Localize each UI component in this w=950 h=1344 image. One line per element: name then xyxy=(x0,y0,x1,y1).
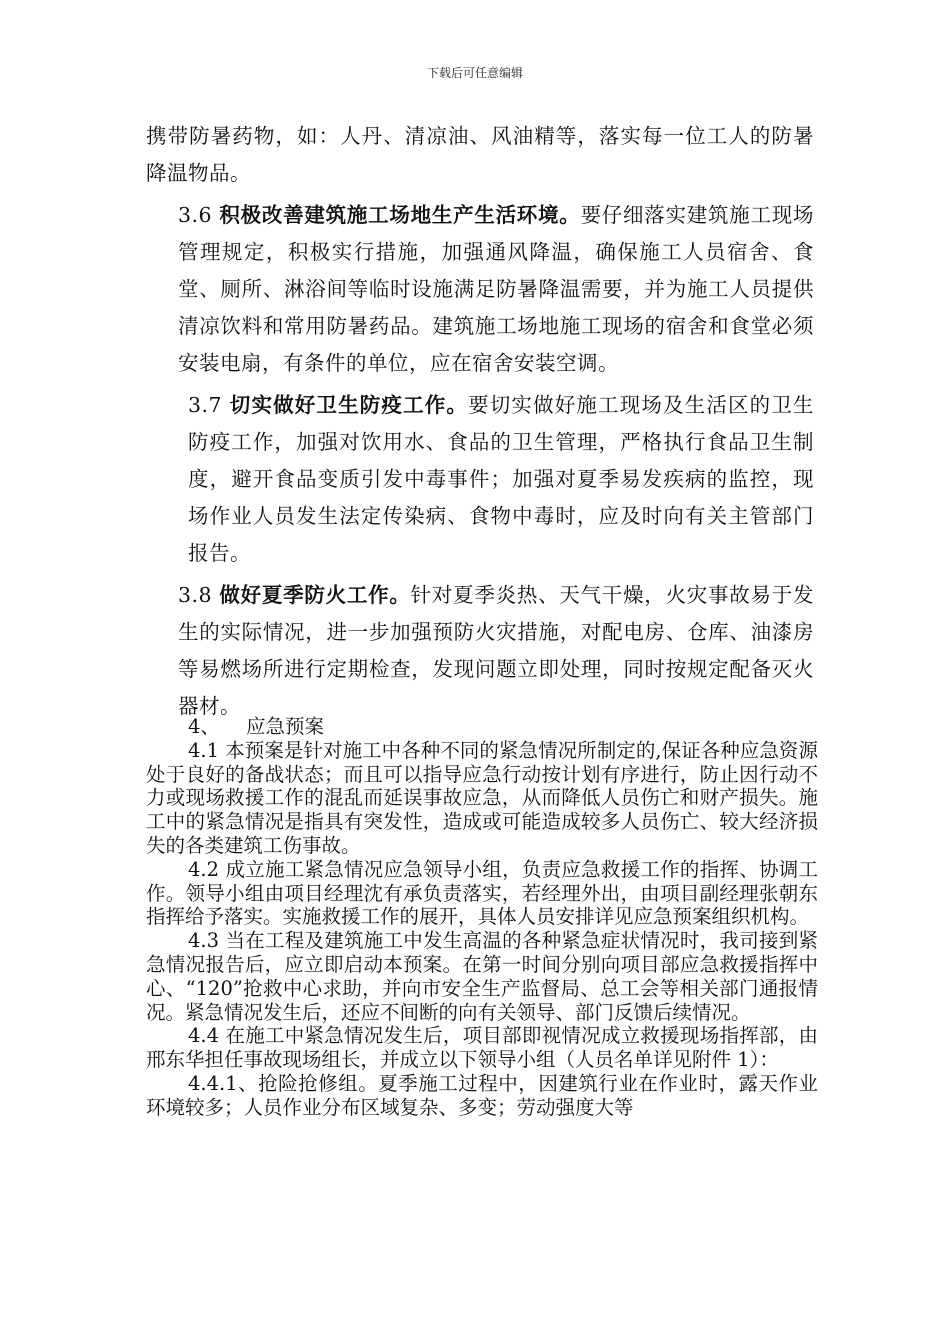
page-header: 下载后可任意编辑 xyxy=(426,66,523,80)
paragraph-4-2: 4.2 成立施工紧急情况应急领导小组，负责应急救援工作的指挥、协调工作。领导小组由项目经理沈有承负责落实，若经理外出，由项目副经理张朝东指挥给予落实。实施救援工作的展开，具体人员安排详见应急预案组织机构。 xyxy=(146,857,818,929)
paragraph-title: 积极改善建筑施工场地生产生活环境。 xyxy=(219,203,581,227)
paragraph-title: 做好夏季防火工作。 xyxy=(219,583,411,607)
paragraph-4-4-1: 4.4.1、抢险抢修组。夏季施工过程中，因建筑行业在作业时，露天作业环境较多；人员作业分布区域复杂、多变；劳动强度大等 xyxy=(146,1071,818,1119)
document-body-section-4 xyxy=(146,715,818,1120)
document-body-top xyxy=(146,118,814,730)
section-number: 4、 xyxy=(188,715,220,738)
paragraph-3-7 xyxy=(146,387,814,572)
section-title: 应急预案 xyxy=(246,715,325,738)
paragraph-number: 3.7 xyxy=(188,393,230,417)
paragraph-number: 3.6 xyxy=(178,203,220,227)
paragraph-text: 针对夏季炎热、天气干燥，火灾事故易于发生的实际情况，进一步加强预防火灾措施，对配电房、仓库、油漆房等易燃场所进行定期检查，发现问题立即处理，同时按规定配备灭火器材。 xyxy=(178,583,815,718)
paragraph-text: 要仔细落实建筑施工现场管理规定，积极实行措施，加强通风降温，确保施工人员宿舍、食堂、厕所、淋浴间等临时设施满足防暑降温需要，并为施工人员提供清凉饮料和常用防暑药品。建筑施工场地施工现场的宿舍和食堂必须安装电扇，有条件的单位，应在宿舍安装空调。 xyxy=(178,203,815,375)
paragraph-3-5-continued: 携带防暑药物，如：人丹、清凉油、风油精等，落实每一位工人的防暑降温物品。 xyxy=(146,124,814,185)
paragraph-text: 要切实做好施工现场及生活区的卫生防疫工作，加强对饮用水、食品的卫生管理，严格执行食品卫生制度，避开食品变质引发中毒事件；加强对夏季易发疾病的监控，现场作业人员发生法定传染病、食物中毒时，应及时向有关主管部门报告。 xyxy=(188,393,815,565)
paragraph-3-8 xyxy=(146,577,814,725)
paragraph-number: 3.8 xyxy=(178,583,220,607)
paragraph-3-6 xyxy=(146,197,814,382)
paragraph-4-3: 4.3 当在工程及建筑施工中发生高温的各种紧急症状情况时，我司接到紧急情况报告后，应立即启动本预案。在第一时间分别向项目部应急救援指挥中心、“120”抢救中心求助，并向市安全生产监督局、总工会等相关部门通报情况。紧急情况发生后，还应不间断的向有关领导、部门反馈后续情况。 xyxy=(146,929,818,1024)
paragraph-title: 切实做好卫生防疫工作。 xyxy=(229,393,469,417)
paragraph-4-1: 4.1 本预案是针对施工中各种不同的紧急情况所制定的,保证各种应急资源处于良好的备战状态；而且可以指导应急行动按计划有序进行，防止因行动不力或现场救援工作的混乱而延误事故应急，从而降低人员伤亡和财产损失。施工中的紧急情况是指具有突发性，造成或可能造成较多人员伤亡、较大经济损失的各类建筑工伤事故。 xyxy=(146,738,818,857)
paragraph-4-4: 4.4 在施工中紧急情况发生后，项目部即视情况成立救援现场指挥部，由邢东华担任事故现场组长，并成立以下领导小组（人员名单详见附件 1）： xyxy=(146,1024,818,1072)
section-heading xyxy=(146,715,818,739)
